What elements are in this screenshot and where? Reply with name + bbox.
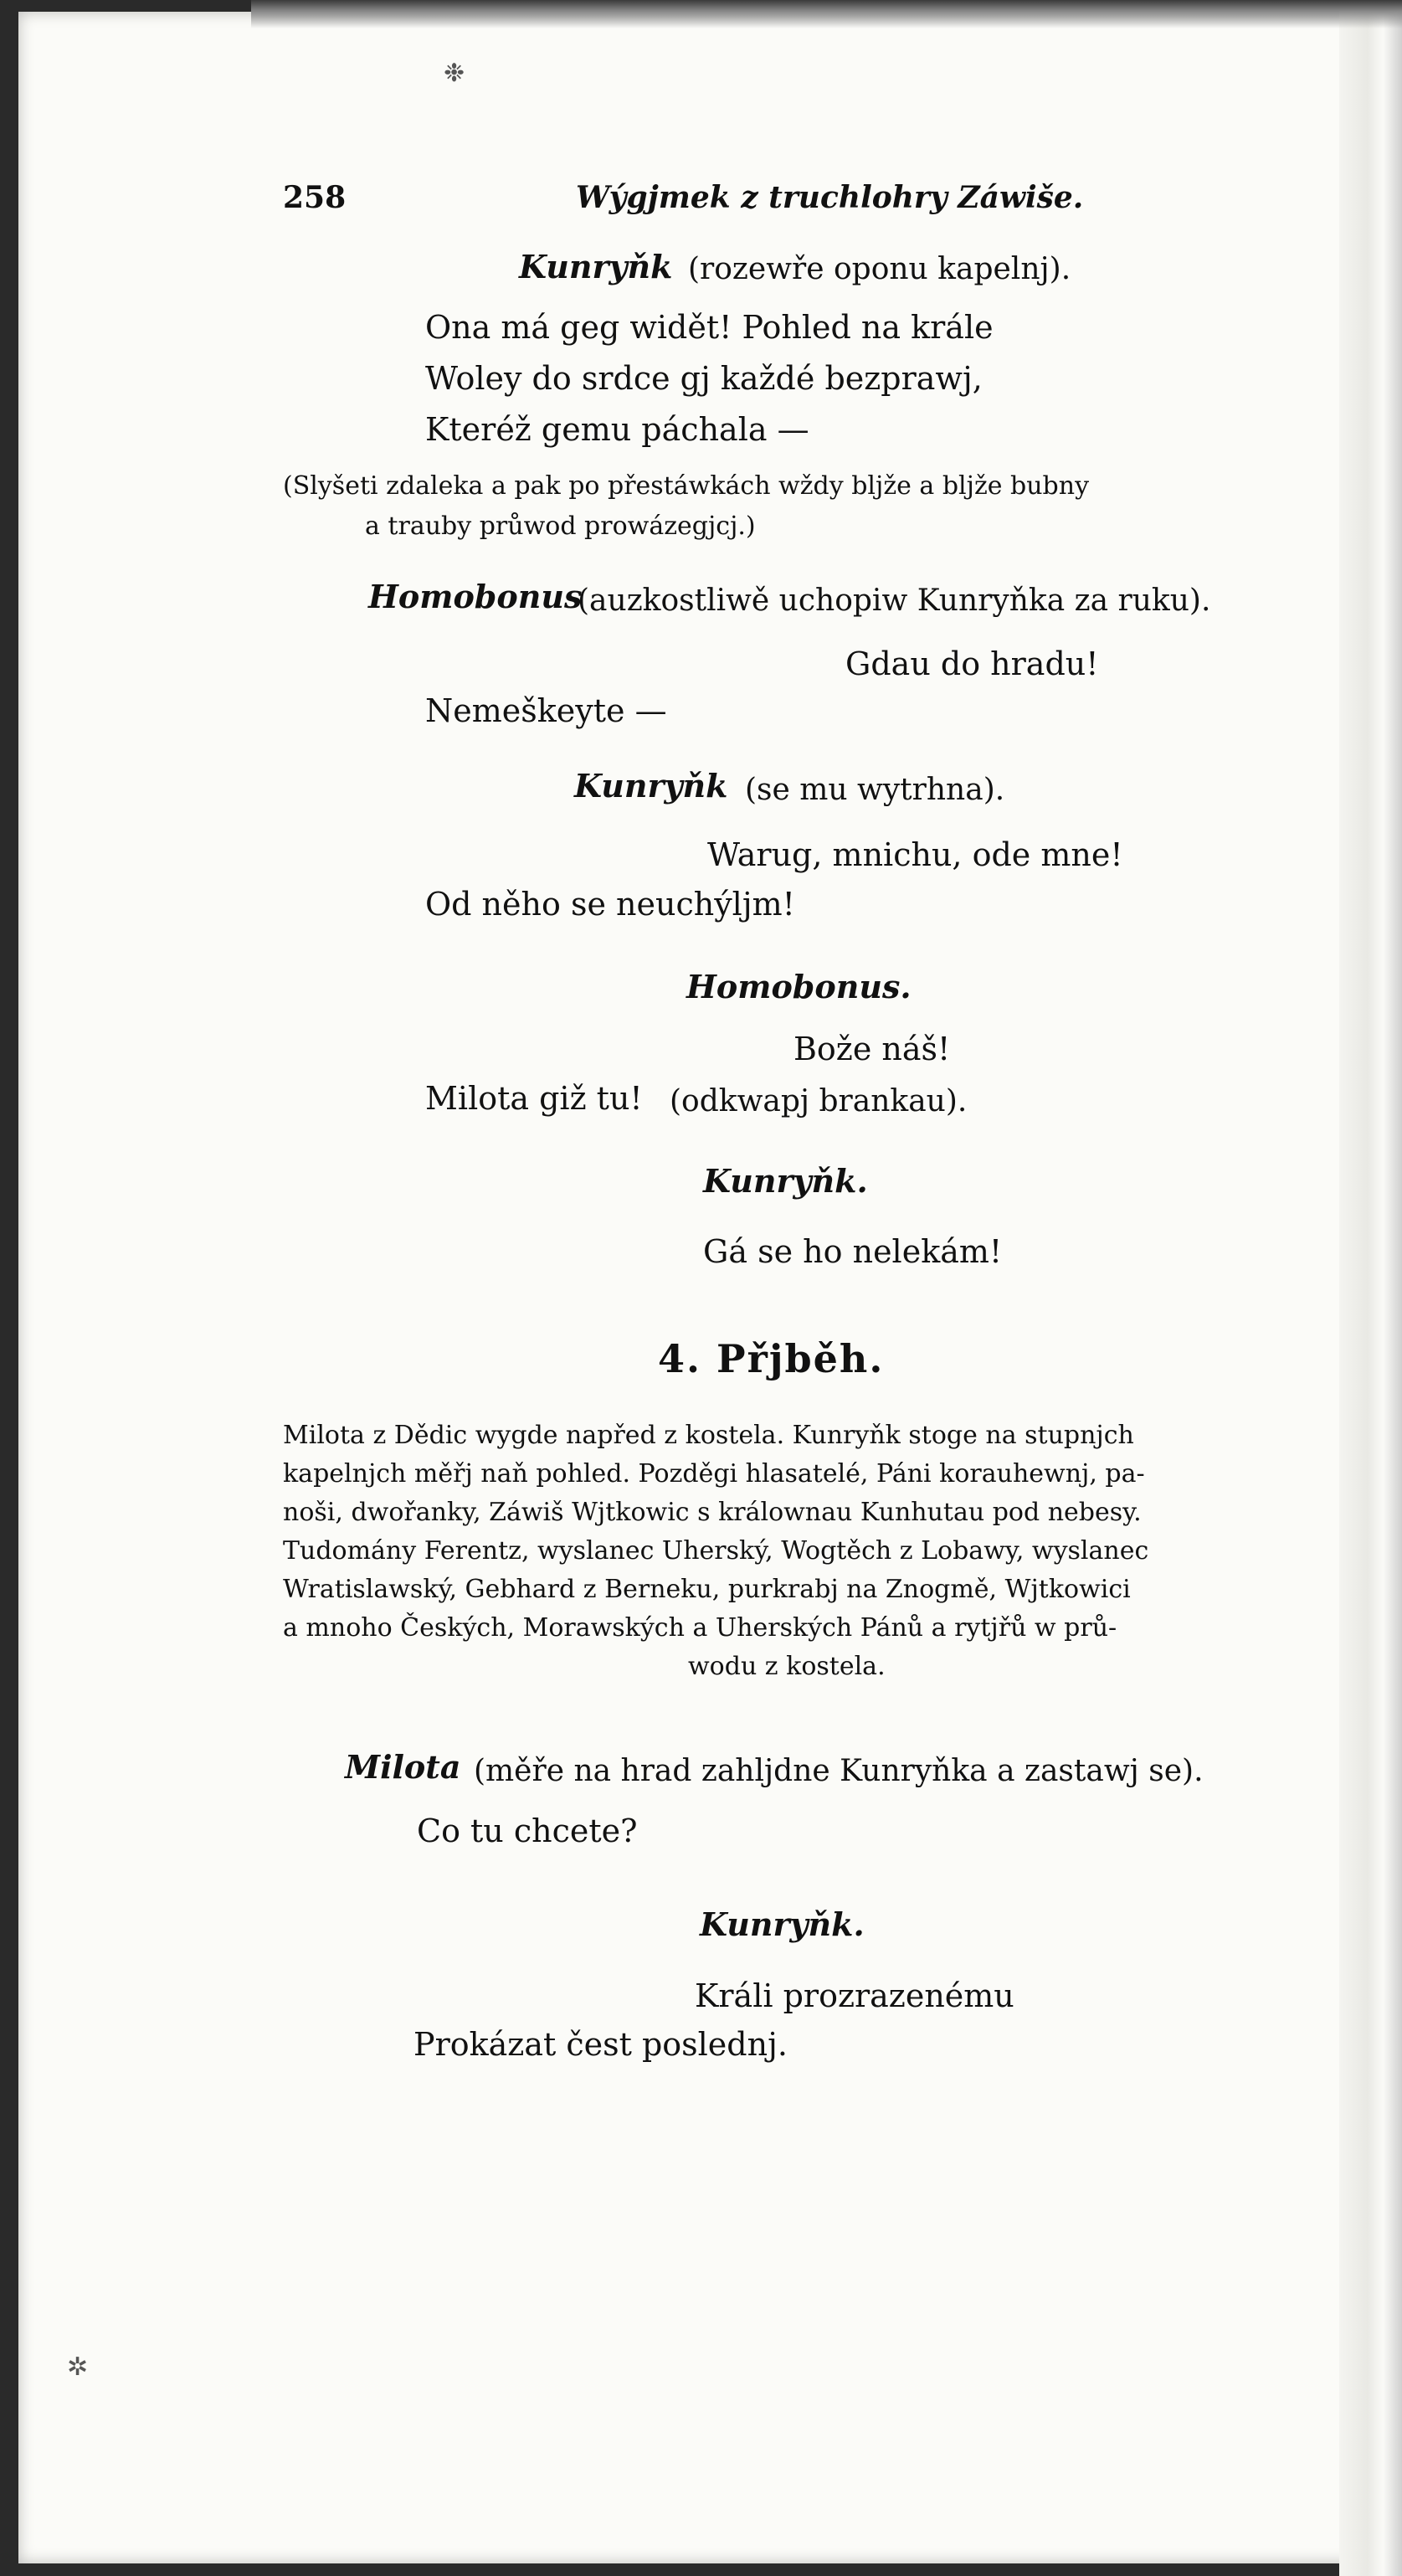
paragraph-line: Wratislawský, Gebhard z Berneku, purkrabj na Znogmě, Wjtkowici <box>283 1575 1131 1604</box>
stage-direction: (se mu wytrhna). <box>745 773 1005 807</box>
paragraph-line: kapelnjch měřj naň pohled. Pozděgi hlasatelé, Páni korauhewnj, pa- <box>283 1459 1145 1489</box>
section-heading: 4. Přjběh. <box>658 1336 885 1381</box>
stage-direction: (rozewře oponu kapelnj). <box>688 252 1071 286</box>
running-title: Wýgjmek z truchlohry Záwiše. <box>576 180 1084 215</box>
paragraph-line: wodu z kostela. <box>688 1652 886 1681</box>
verse-line: Bože náš! <box>793 1031 951 1067</box>
verse-line: Gá se ho nelekám! <box>703 1233 1003 1270</box>
ink-smudge-icon: ❉ <box>444 59 465 88</box>
speaker-name: Kunryňk. <box>703 1162 868 1200</box>
verse-line: Kteréž gemu páchala — <box>425 411 809 448</box>
verse-line: Milota giž tu! <box>425 1080 643 1117</box>
paragraph-line: Tudomány Ferentz, wyslanec Uherský, Wogtěch z Lobawy, wyslanec <box>283 1536 1149 1566</box>
speaker-name: Kunryňk <box>519 248 673 285</box>
verse-line: Prokázat čest poslednj. <box>413 2026 788 2063</box>
stage-direction: (Slyšeti zdaleka a pak po přestáwkách wždy bljže a bljže bubny <box>283 471 1090 501</box>
verse-line: Warug, mnichu, ode mne! <box>707 836 1123 873</box>
speaker-name: Kunryňk. <box>700 1905 865 1943</box>
paragraph-line: Milota z Dědic wygde napřed z kostela. Kunryňk stoge na stupnjch <box>283 1421 1134 1450</box>
page-number: 258 <box>283 180 347 215</box>
verse-line: Co tu chcete? <box>417 1812 638 1849</box>
page-top-edge <box>251 0 1402 28</box>
verse-line: Od něho se neuchýljm! <box>425 886 795 923</box>
stage-direction: (auzkostliwě uchopiw Kunryňka za ruku). <box>578 584 1211 618</box>
ink-smudge-icon: ✲ <box>67 2352 89 2382</box>
verse-line: Nemeškeyte — <box>425 692 667 729</box>
verse-line: Ona má geg widět! Pohled na krále <box>425 309 994 346</box>
verse-line: Gdau do hradu! <box>845 645 1099 682</box>
stage-direction: (odkwapj brankau). <box>670 1084 968 1118</box>
verse-line: Woley do srdce gj každé bezprawj, <box>425 360 983 397</box>
paragraph-line: noši, dwořanky, Záwiš Wjtkowic s králownau Kunhutau pod nebesy. <box>283 1498 1142 1527</box>
verse-line: Králi prozrazenému <box>695 1977 1014 2014</box>
speaker-name: Milota <box>345 1748 461 1786</box>
page-edge <box>1339 0 1402 2576</box>
speaker-name: Kunryňk <box>574 767 728 805</box>
stage-direction: (měře na hrad zahljdne Kunryňka a zastawj se). <box>474 1754 1204 1788</box>
speaker-name: Homobonus <box>368 578 583 615</box>
paragraph-line: a mnoho Českých, Morawských a Uherských Pánů a rytjřů w prů- <box>283 1613 1117 1643</box>
stage-direction: a trauby průwod prowázegjcj.) <box>365 512 756 541</box>
speaker-name: Homobonus. <box>686 968 912 1005</box>
